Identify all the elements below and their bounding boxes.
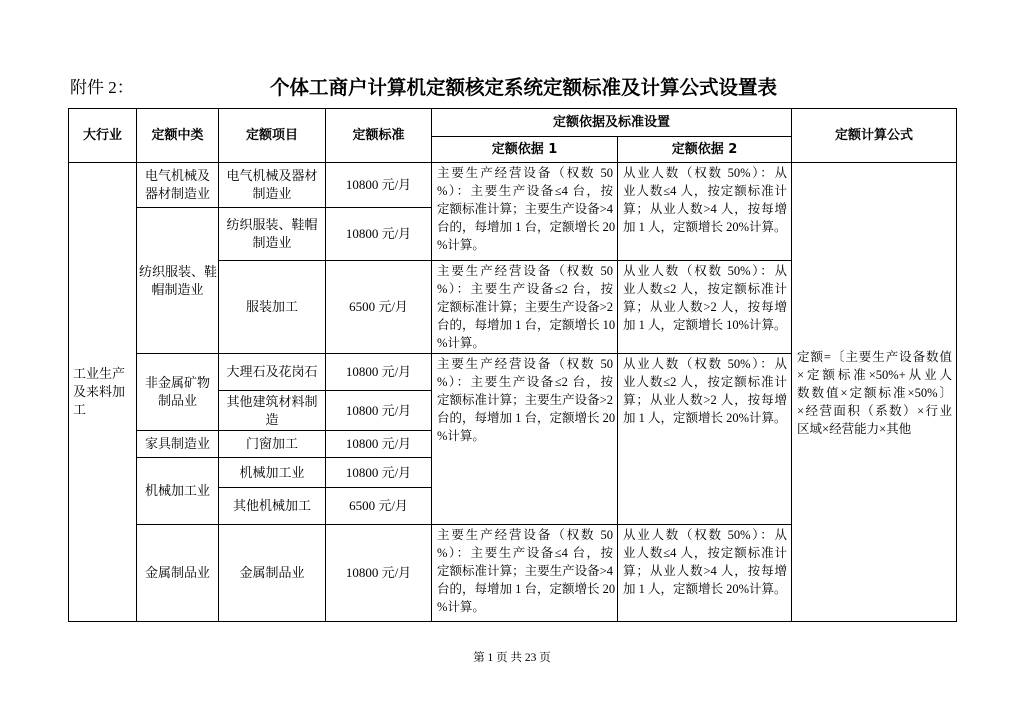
basis-text-line: 算；从业人数>2 人，按每增 (623, 300, 788, 314)
category-text-line: 机械加工业 (144, 483, 210, 498)
cell-basis-1 (432, 354, 618, 525)
item-text-line: 其他建筑材料制 (226, 393, 318, 409)
category-text-line: 制品业 (157, 393, 197, 408)
industry-text-line: 工业生产 (73, 366, 126, 381)
formula-text-line: ×经营面积（系数）×行业 (797, 403, 953, 418)
item-text-line: 纺织服装、鞋帽 (226, 217, 318, 232)
cell-standard: 6500 元/月 (326, 261, 432, 354)
cell-category (137, 208, 219, 354)
basis-text-line: 从业人数（权数 50%）：从 (623, 528, 788, 542)
cell-standard: 10800 元/月 (326, 163, 432, 208)
basis-text-line: 台的，每增加 1 台，定额增长 20 (437, 411, 616, 425)
basis-text-line: 定额标准计算；主要生产设备>2 (437, 300, 613, 314)
basis-text-line: 主要生产经营设备（权数 50 (437, 528, 613, 542)
cell-item (219, 525, 326, 622)
cell-basis-1 (432, 525, 618, 622)
header-item: 定额项目 (219, 109, 326, 163)
basis-text-line: 业人数≤4 人，按定额标准计 (623, 546, 788, 560)
basis-text-line: 业人数≤2 人，按定额标准计 (623, 375, 788, 389)
basis-text-line: 定额标准计算；主要生产设备>2 (437, 393, 613, 407)
basis-text-line: %）：主要生产设备≤4 台，按 (437, 546, 613, 560)
header-row (69, 109, 957, 137)
basis-text-line: 主要生产经营设备（权数 50 (437, 357, 613, 371)
item-text-line: 制造业 (252, 186, 292, 201)
basis-text-line: %计算。 (437, 429, 485, 443)
cell-standard: 10800 元/月 (326, 431, 432, 458)
cell-category (137, 458, 219, 525)
basis-text-line: 加 1 人，定额增长 10%计算。 (623, 318, 787, 332)
item-text-line: 电气机械及器材 (226, 168, 318, 183)
formula-text-line: ×定额标准×50%+从业人 (797, 367, 953, 382)
category-text-line: 纺织服装、鞋 (139, 263, 218, 279)
cell-basis-1 (432, 163, 618, 261)
cell-item (219, 488, 326, 525)
item-text-line: 造 (265, 411, 279, 427)
cell-standard: 10800 元/月 (326, 391, 432, 431)
item-text-line: 大理石及花岗石 (226, 364, 318, 379)
basis-text-line: 业人数≤4 人，按定额标准计 (623, 184, 788, 198)
basis-text-line: 从业人数（权数 50%）：从 (623, 166, 788, 180)
item-text-line: 门窗加工 (245, 436, 298, 451)
cell-item (219, 458, 326, 488)
header-industry: 大行业 (69, 109, 137, 163)
header-basis-2: 定额依据 2 (618, 137, 792, 163)
basis-text-line: 算；从业人数>2 人，按每增 (623, 393, 788, 407)
cell-item (219, 431, 326, 458)
cell-formula (792, 163, 957, 622)
basis-text-line: 主要生产经营设备（权数 50 (437, 264, 613, 278)
basis-text-line: %）：主要生产设备≤2 台，按 (437, 282, 613, 296)
cell-basis-2 (618, 163, 792, 261)
basis-text-line: 主要生产经营设备（权数 50 (437, 166, 613, 180)
cell-standard: 10800 元/月 (326, 458, 432, 488)
basis-text-line: 加 1 人，定额增长 20%计算。 (623, 411, 787, 425)
cell-standard: 10800 元/月 (326, 354, 432, 391)
category-text-line: 金属制品业 (144, 565, 210, 580)
header-formula: 定额计算公式 (792, 109, 957, 163)
document-title: 个体工商户计算机定额核定系统定额标准及计算公式设置表 (270, 76, 778, 99)
basis-text-line: %计算。 (437, 600, 485, 614)
formula-text-line: 区域×经营能力×其他 (797, 421, 912, 436)
formula-text-line: 数数值×定额标准×50%〕 (797, 385, 953, 400)
cell-item (219, 391, 326, 431)
basis-text-line: 业人数≤2 人，按定额标准计 (623, 282, 788, 296)
basis-text-line: 算；从业人数>4 人，按每增 (623, 564, 788, 578)
basis-text-line: %）：主要生产设备≤4 台，按 (437, 184, 613, 198)
category-text-line: 帽制造业 (151, 281, 204, 297)
basis-text-line: 台的，每增加 1 台，定额增长 10 (437, 318, 616, 332)
industry-text-line: 及来料加 (73, 384, 126, 399)
cell-item (219, 354, 326, 391)
item-text-line: 其他机械加工 (232, 498, 311, 513)
quota-table (68, 108, 957, 622)
formula-text-line: 定额=〔主要生产设备数值 (797, 349, 953, 364)
cell-category (137, 163, 219, 208)
basis-text-line: 台的，每增加 1 台，定额增长 20 (437, 582, 616, 596)
basis-text-line: 加 1 人，定额增长 20%计算。 (623, 220, 787, 234)
item-text-line: 机械加工业 (239, 464, 305, 480)
basis-text-line: 台的，每增加 1 台，定额增长 20 (437, 220, 616, 234)
basis-text-line: 算；从业人数>4 人，按每增 (623, 202, 788, 216)
basis-text-line: 定额标准计算；主要生产设备>4 (437, 564, 613, 578)
cell-basis-2 (618, 261, 792, 354)
item-text-line: 服装加工 (245, 299, 298, 314)
basis-text-line: %）：主要生产设备≤2 台，按 (437, 375, 613, 389)
item-text-line: 金属制品业 (239, 565, 305, 580)
item-text-line: 制造业 (252, 235, 292, 250)
category-text-line: 器材制造业 (144, 186, 210, 201)
basis-text-line: 从业人数（权数 50%）：从 (623, 357, 788, 371)
category-text-line: 电气机械及 (144, 168, 210, 183)
category-text-line: 家具制造业 (144, 436, 210, 451)
cell-item (219, 208, 326, 261)
basis-text-line: 从业人数（权数 50%）：从 (623, 264, 788, 278)
cell-standard: 10800 元/月 (326, 525, 432, 622)
header-basis-1: 定额依据 1 (432, 137, 618, 163)
cell-item (219, 261, 326, 354)
basis-text-line: %计算。 (437, 238, 485, 252)
cell-basis-2 (618, 525, 792, 622)
industry-text-line: 工 (73, 402, 87, 417)
header-standard: 定额标准 (326, 109, 432, 163)
table-row (69, 163, 957, 208)
cell-industry (69, 163, 137, 622)
cell-basis-2 (618, 354, 792, 525)
cell-item (219, 163, 326, 208)
page-number: 第 1 页 共 23 页 (473, 652, 551, 664)
basis-text-line: 加 1 人，定额增长 20%计算。 (623, 582, 787, 596)
cell-category (137, 525, 219, 622)
header-basis-group: 定额依据及标准设置 (432, 109, 792, 137)
cell-category (137, 431, 219, 458)
basis-text-line: %计算。 (437, 336, 485, 350)
category-text-line: 非金属矿物 (144, 375, 210, 390)
cell-standard: 10800 元/月 (326, 208, 432, 261)
cell-standard: 6500 元/月 (326, 488, 432, 525)
header-category: 定额中类 (137, 109, 219, 163)
cell-basis-1 (432, 261, 618, 354)
cell-category (137, 354, 219, 431)
basis-text-line: 定额标准计算；主要生产设备>4 (437, 202, 613, 216)
attachment-label: 附件 2： (70, 78, 134, 97)
